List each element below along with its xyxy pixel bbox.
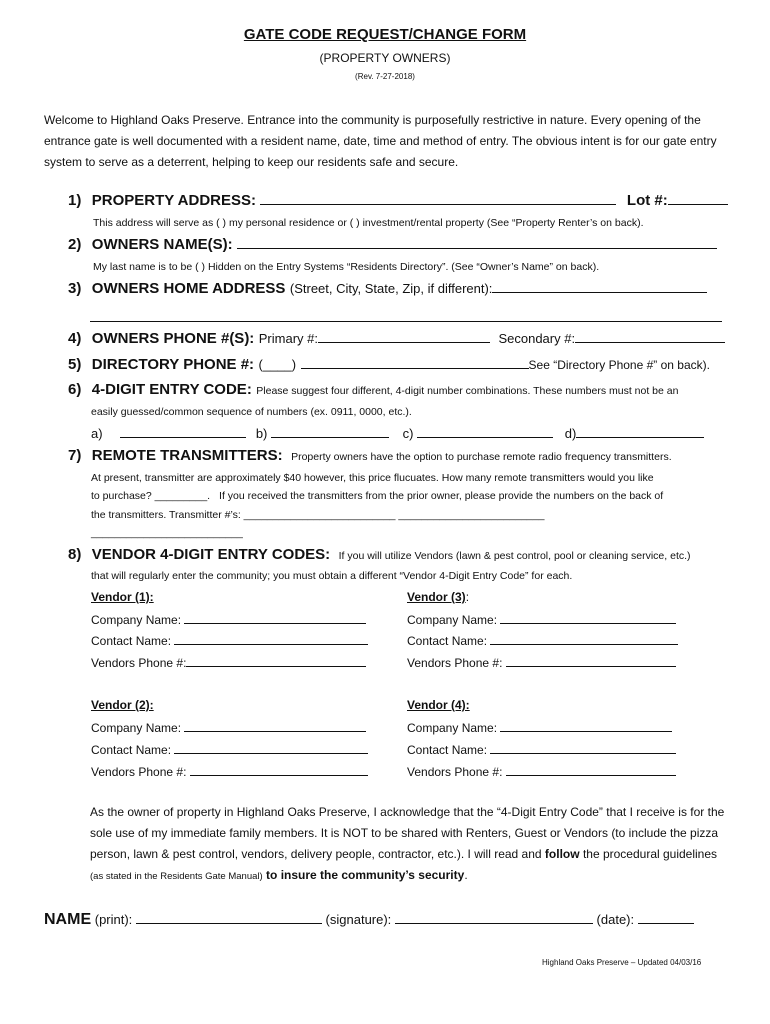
vendor-4-contact	[407, 741, 676, 757]
remote-note-3b: If you received the transmitters from the prior owner, please provide the numbers on the back of	[219, 490, 664, 502]
owners-name-field[interactable]	[237, 236, 717, 249]
primary-label: Primary #:	[258, 331, 318, 346]
ack-text: As the owner of property in Highland Oaks Preserve, I acknowledge that the “4-Digit Entry Code” that I receive is for the sole use of my immediate family members. It is NOT to be shared with Renters, Guest or Vendors (to include the pizza person, lawn & pest control, vendors, delivery people, contractor, etc.). I will read and	[90, 805, 725, 861]
vendor-3-phone-field[interactable]	[506, 654, 676, 667]
ack-follow: follow	[544, 847, 580, 861]
vendor-2-company	[91, 719, 366, 735]
vendor-1-heading: Vendor (1):	[91, 590, 154, 604]
vendor-2-heading: Vendor (2):	[91, 698, 154, 712]
phone-label: Vendors Phone #:	[407, 765, 503, 779]
contact-label: Contact Name:	[407, 743, 488, 757]
vendor-2-phone-field[interactable]	[190, 763, 368, 776]
vendor-1-company-field[interactable]	[184, 611, 366, 624]
code-a-label: a)	[91, 426, 103, 441]
code-b-field[interactable]	[271, 425, 389, 438]
item-2	[68, 236, 717, 254]
phone-label: Vendors Phone #:	[407, 656, 503, 670]
entry-code-fields	[91, 425, 704, 441]
print-label: (print):	[94, 912, 133, 927]
home-address-hint: (Street, City, State, Zip, if different):	[289, 281, 493, 296]
date-field[interactable]	[638, 911, 694, 924]
entry-code-note: Please suggest four different, 4-digit number combinations. These numbers must not be an	[256, 385, 679, 397]
item-number: 3)	[68, 280, 82, 297]
revision-label: (Rev. 7-27-2018)	[355, 72, 415, 81]
directory-area-code[interactable]: (____)	[258, 357, 297, 372]
form-title: GATE CODE REQUEST/CHANGE FORM	[243, 26, 527, 43]
footer-text: Highland Oaks Preserve – Updated 04/03/16	[542, 958, 702, 967]
phone-label: Vendors Phone #:	[91, 656, 187, 670]
owners-phone-label: OWNERS PHONE #(S):	[91, 330, 255, 347]
company-label: Company Name:	[407, 721, 498, 735]
name-label: NAME	[44, 911, 92, 928]
code-d-label: d)	[564, 426, 577, 441]
ack-text-2: the procedural guidelines	[582, 847, 718, 861]
item-number: 1)	[68, 192, 82, 209]
item-number: 7)	[68, 447, 82, 464]
print-name-field[interactable]	[136, 911, 322, 924]
vendor-4-heading: Vendor (4):	[407, 698, 470, 712]
entry-code-label: 4-DIGIT ENTRY CODE:	[91, 381, 252, 398]
signature-row	[44, 911, 694, 929]
contact-label: Contact Name:	[91, 743, 172, 757]
item-7	[68, 447, 672, 465]
ack-period: .	[464, 868, 468, 882]
item-1	[68, 192, 728, 210]
address-note: This address will serve as ( ) my personal residence or ( ) investment/rental property (See “Property Renter’s on back).	[93, 217, 644, 229]
owners-note: My last name is to be ( ) Hidden on the Entry Systems “Residents Directory”. (See “Owner’s Name” on back).	[93, 261, 600, 273]
vendor-4-company-field[interactable]	[500, 719, 672, 732]
ack-insure: to insure the community’s security	[266, 868, 465, 882]
vendor-2-phone	[91, 763, 368, 779]
code-b-label: b)	[255, 426, 268, 441]
vendor-1-company	[91, 611, 366, 627]
vendor-4-company	[407, 719, 672, 735]
directory-phone-label: DIRECTORY PHONE #:	[91, 356, 255, 373]
remote-note-3	[91, 490, 663, 502]
date-label: (date):	[596, 912, 635, 927]
vendor-3-phone	[407, 654, 676, 670]
vendor-3-company-field[interactable]	[500, 611, 676, 624]
signature-field[interactable]	[395, 911, 593, 924]
signature-label: (signature):	[325, 912, 392, 927]
remote-label: REMOTE TRANSMITTERS:	[91, 447, 283, 464]
lot-field[interactable]	[668, 192, 728, 205]
vendor-1-phone-field[interactable]	[186, 654, 366, 667]
vendor-4-phone	[407, 763, 676, 779]
item-8	[68, 546, 691, 564]
acknowledgement-paragraph	[90, 802, 730, 887]
item-number: 8)	[68, 546, 82, 563]
contact-label: Contact Name:	[407, 634, 488, 648]
lot-label: Lot #:	[626, 192, 668, 209]
vendor-2-company-field[interactable]	[184, 719, 366, 732]
vendor-codes-label: VENDOR 4-DIGIT ENTRY CODES:	[91, 546, 331, 563]
company-label: Company Name:	[407, 613, 498, 627]
remote-note-4[interactable]: the transmitters. Transmitter #’s: __________________________ _________________________	[91, 509, 545, 521]
vendor-note-2: that will regularly enter the community; you must obtain a different “Vendor 4-Digit Entry Code” for each.	[91, 570, 573, 582]
item-number: 2)	[68, 236, 82, 253]
directory-phone-field[interactable]	[301, 356, 529, 369]
remote-count-field[interactable]: to purchase? _________.	[91, 490, 211, 502]
code-c-field[interactable]	[417, 425, 553, 438]
vendor-2-contact-field[interactable]	[174, 741, 368, 754]
primary-phone-field[interactable]	[318, 330, 490, 343]
vendor-2-contact	[91, 741, 368, 757]
remote-note-1: Property owners have the option to purchase remote radio frequency transmitters.	[291, 451, 672, 463]
code-c-label: c)	[402, 426, 414, 441]
item-4	[68, 330, 725, 348]
code-a-field[interactable]	[120, 425, 246, 438]
remote-note-5[interactable]: __________________________	[91, 527, 243, 539]
item-number: 5)	[68, 356, 82, 373]
directory-note: See “Directory Phone #” on back).	[528, 358, 710, 372]
secondary-label: Secondary #:	[498, 331, 576, 346]
remote-note-2: At present, transmitter are approximately $40 however, this price flucuates. How many remote transmitters would you like	[91, 472, 654, 484]
contact-label: Contact Name:	[91, 634, 172, 648]
property-address-field[interactable]	[260, 192, 616, 205]
home-address-line2[interactable]	[90, 309, 722, 327]
vendor-note-1: If you will utilize Vendors (lawn & pest control, pool or cleaning service, etc.)	[338, 550, 691, 562]
vendor-1-contact	[91, 632, 368, 648]
company-label: Company Name:	[91, 613, 182, 627]
vendor-3-colon: :	[465, 590, 470, 604]
item-5	[68, 356, 710, 374]
vendor-4-contact-field[interactable]	[490, 741, 676, 754]
secondary-phone-field[interactable]	[575, 330, 725, 343]
vendor-3-company	[407, 611, 676, 627]
item-3	[68, 280, 707, 298]
entry-code-note-2: easily guessed/common sequence of numbers (ex. 0911, 0000, etc.).	[91, 406, 412, 418]
vendor-3-heading-row	[407, 590, 469, 604]
phone-label: Vendors Phone #:	[91, 765, 187, 779]
intro-paragraph: Welcome to Highland Oaks Preserve. Entrance into the community is purposefully restrictive in nature. Every opening of the entrance gate is well documented with a resident name, date, time and method of entry. The obvious intent is for our gate entry system to serve as a deterrent, helping to keep our residents safe and secure.	[44, 113, 717, 169]
form-subtitle: (PROPERTY OWNERS)	[319, 51, 451, 65]
vendor-3-heading: Vendor (3)	[407, 590, 466, 604]
vendor-1-phone	[91, 654, 366, 670]
owners-name-label: OWNERS NAME(S):	[91, 236, 233, 253]
company-label: Company Name:	[91, 721, 182, 735]
home-address-label: OWNERS HOME ADDRESS	[91, 280, 286, 297]
vendor-3-contact-field[interactable]	[490, 632, 678, 645]
property-address-label: PROPERTY ADDRESS:	[91, 192, 256, 209]
vendor-1-contact-field[interactable]	[174, 632, 368, 645]
item-6	[68, 381, 678, 399]
vendor-4-phone-field[interactable]	[506, 763, 676, 776]
vendor-3-contact	[407, 632, 678, 648]
ack-paren: (as stated in the Residents Gate Manual)	[90, 871, 263, 882]
item-number: 6)	[68, 381, 82, 398]
item-number: 4)	[68, 330, 82, 347]
code-d-field[interactable]	[576, 425, 704, 438]
home-address-field[interactable]	[492, 280, 707, 293]
